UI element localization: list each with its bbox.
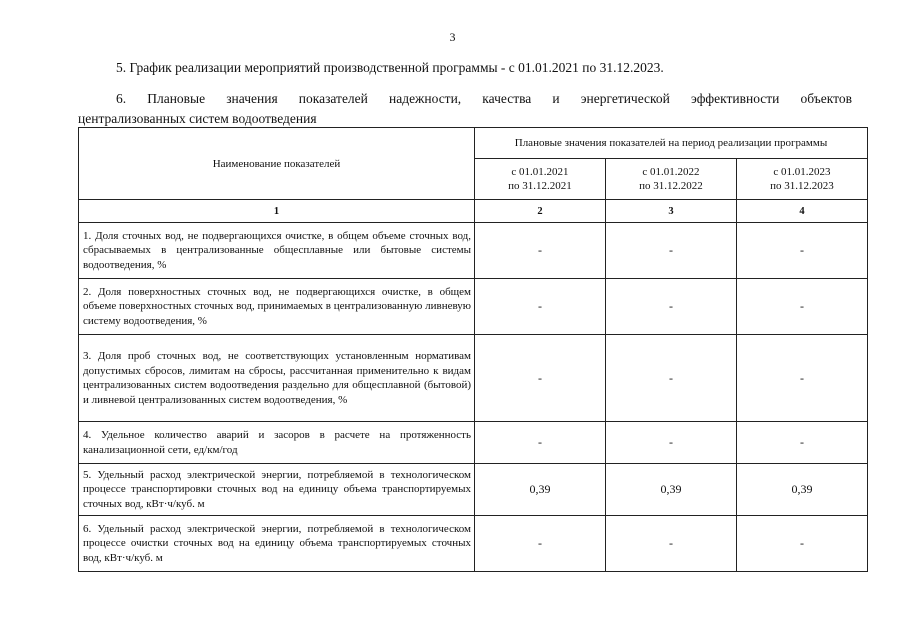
indicator-name: 6. Удельный расход электрической энергии, потребляемой в технологическом процессе очистки сточных вод на единицу объема транспортируемых сточных вод, кВт·ч/куб. м xyxy=(79,516,475,572)
period-to: по 31.12.2022 xyxy=(639,180,703,192)
period-to: по 31.12.2021 xyxy=(508,180,572,192)
table-row xyxy=(79,422,868,464)
table-row xyxy=(79,464,868,516)
indicator-name: 3. Доля проб сточных вод, не соответствующих установленным нормативам допустимых сбросов, лимитам на сбросы, рассчитанная применительно к видам централизованных систем водоотведения раздельно для общесплавной (бытовой) и ливневой централизованных систем водоотведения, % xyxy=(79,335,475,422)
indicator-value: - xyxy=(737,422,868,464)
indicator-value: - xyxy=(606,516,737,572)
section-5-text: 5. График реализации мероприятий производственной программы - с 01.01.2021 по 31.12.2023. xyxy=(116,60,664,75)
table-row xyxy=(79,516,868,572)
page-number: 3 xyxy=(449,30,456,44)
indicator-value: - xyxy=(606,223,737,279)
indicator-value: - xyxy=(737,279,868,335)
indicator-value: 0,39 xyxy=(475,464,606,516)
section-6-line-2: централизованных систем водоотведения xyxy=(78,111,317,126)
indicator-value: 0,39 xyxy=(606,464,737,516)
period-from: с 01.01.2021 xyxy=(511,166,569,178)
indicator-value: - xyxy=(606,279,737,335)
column-number: 3 xyxy=(606,200,737,223)
header-period-2021 xyxy=(475,159,606,200)
header-planned-values: Плановые значения показателей на период реализации программы xyxy=(475,128,868,159)
column-number: 1 xyxy=(79,200,475,223)
header-indicator-name: Наименование показателей xyxy=(79,128,475,200)
indicator-value: 0,39 xyxy=(737,464,868,516)
indicator-value: - xyxy=(475,422,606,464)
table-row xyxy=(79,279,868,335)
indicators-table xyxy=(78,127,868,572)
indicator-name: 4. Удельное количество аварий и засоров в расчете на протяженность канализационной сети, ед/км/год xyxy=(79,422,475,464)
indicator-name: 1. Доля сточных вод, не подвергающихся очистке, в общем объеме сточных вод, сбрасываемых в централизованные общесплавные или бытовые системы водоотведения, % xyxy=(79,223,475,279)
period-from: с 01.01.2022 xyxy=(642,166,700,178)
indicator-value: - xyxy=(606,422,737,464)
table-row xyxy=(79,335,868,422)
indicator-value: - xyxy=(737,516,868,572)
indicator-value: - xyxy=(475,335,606,422)
indicator-value: - xyxy=(606,335,737,422)
header-period-2022 xyxy=(606,159,737,200)
column-number-row xyxy=(79,200,868,223)
section-6-heading xyxy=(78,89,852,129)
indicator-value: - xyxy=(475,279,606,335)
indicator-value: - xyxy=(475,516,606,572)
indicator-name: 2. Доля поверхностных сточных вод, не подвергающихся очистке, в общем объеме поверхностных сточных вод, принимаемых в централизованную ливневую систему водоотведения, % xyxy=(79,279,475,335)
section-6-line-1: 6. Плановые значения показателей надежности, качества и энергетической эффективности объектов xyxy=(116,91,852,106)
column-number: 2 xyxy=(475,200,606,223)
indicator-name: 5. Удельный расход электрической энергии, потребляемой в технологическом процессе транспортировки сточных вод на единицу объема транспортируемых сточных вод, кВт·ч/куб. м xyxy=(79,464,475,516)
period-to: по 31.12.2023 xyxy=(770,180,834,192)
indicator-value: - xyxy=(737,335,868,422)
table-row xyxy=(79,223,868,279)
table-header-row xyxy=(79,128,868,159)
column-number: 4 xyxy=(737,200,868,223)
indicator-value: - xyxy=(737,223,868,279)
period-from: с 01.01.2023 xyxy=(773,166,831,178)
header-period-2023 xyxy=(737,159,868,200)
indicator-value: - xyxy=(475,223,606,279)
